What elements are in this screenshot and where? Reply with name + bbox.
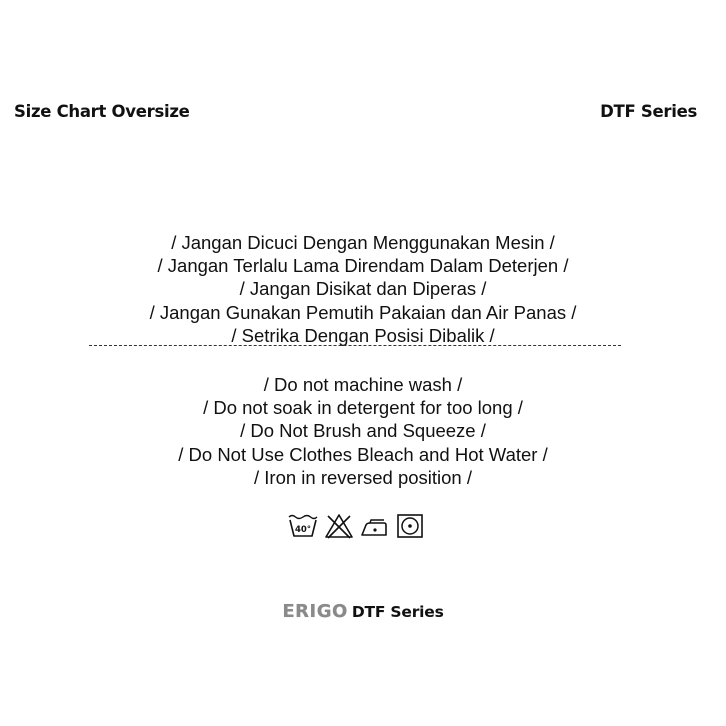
care-instructions-english <box>0 373 726 489</box>
footer-series-label: DTF Series <box>351 603 444 621</box>
care-line: / Jangan Dicuci Dengan Menggunakan Mesin / <box>171 232 555 253</box>
care-line: / Do not soak in detergent for too long / <box>203 397 523 419</box>
care-line: / Do Not Brush and Squeeze / <box>240 420 486 442</box>
care-line: / Jangan Terlalu Lama Direndam Dalam Deterjen / <box>157 255 569 277</box>
footer <box>0 601 726 622</box>
care-line: / Setrika Dengan Posisi Dibalik / <box>231 324 495 346</box>
care-line: / Jangan Gunakan Pemutih Pakaian dan Air Panas / <box>149 301 577 323</box>
tumble-dry-icon <box>396 513 424 539</box>
care-line: / Do not machine wash / <box>263 374 463 395</box>
care-line: / Jangan Disikat dan Diperas / <box>239 278 487 300</box>
care-instructions-indonesian <box>0 231 726 347</box>
no-bleach-icon <box>324 513 354 539</box>
page-title: Size Chart Oversize <box>14 102 190 121</box>
brand-logo: ERIGO <box>282 601 348 622</box>
iron-icon <box>360 513 390 539</box>
series-label: DTF Series <box>600 102 697 121</box>
wash-40-icon <box>288 513 318 539</box>
care-symbols <box>288 512 424 540</box>
wash-temperature-label: 40° <box>294 525 312 535</box>
care-line: / Iron in reversed position / <box>254 466 472 488</box>
dashed-divider <box>89 345 621 346</box>
care-line: / Do Not Use Clothes Bleach and Hot Water / <box>178 443 548 465</box>
